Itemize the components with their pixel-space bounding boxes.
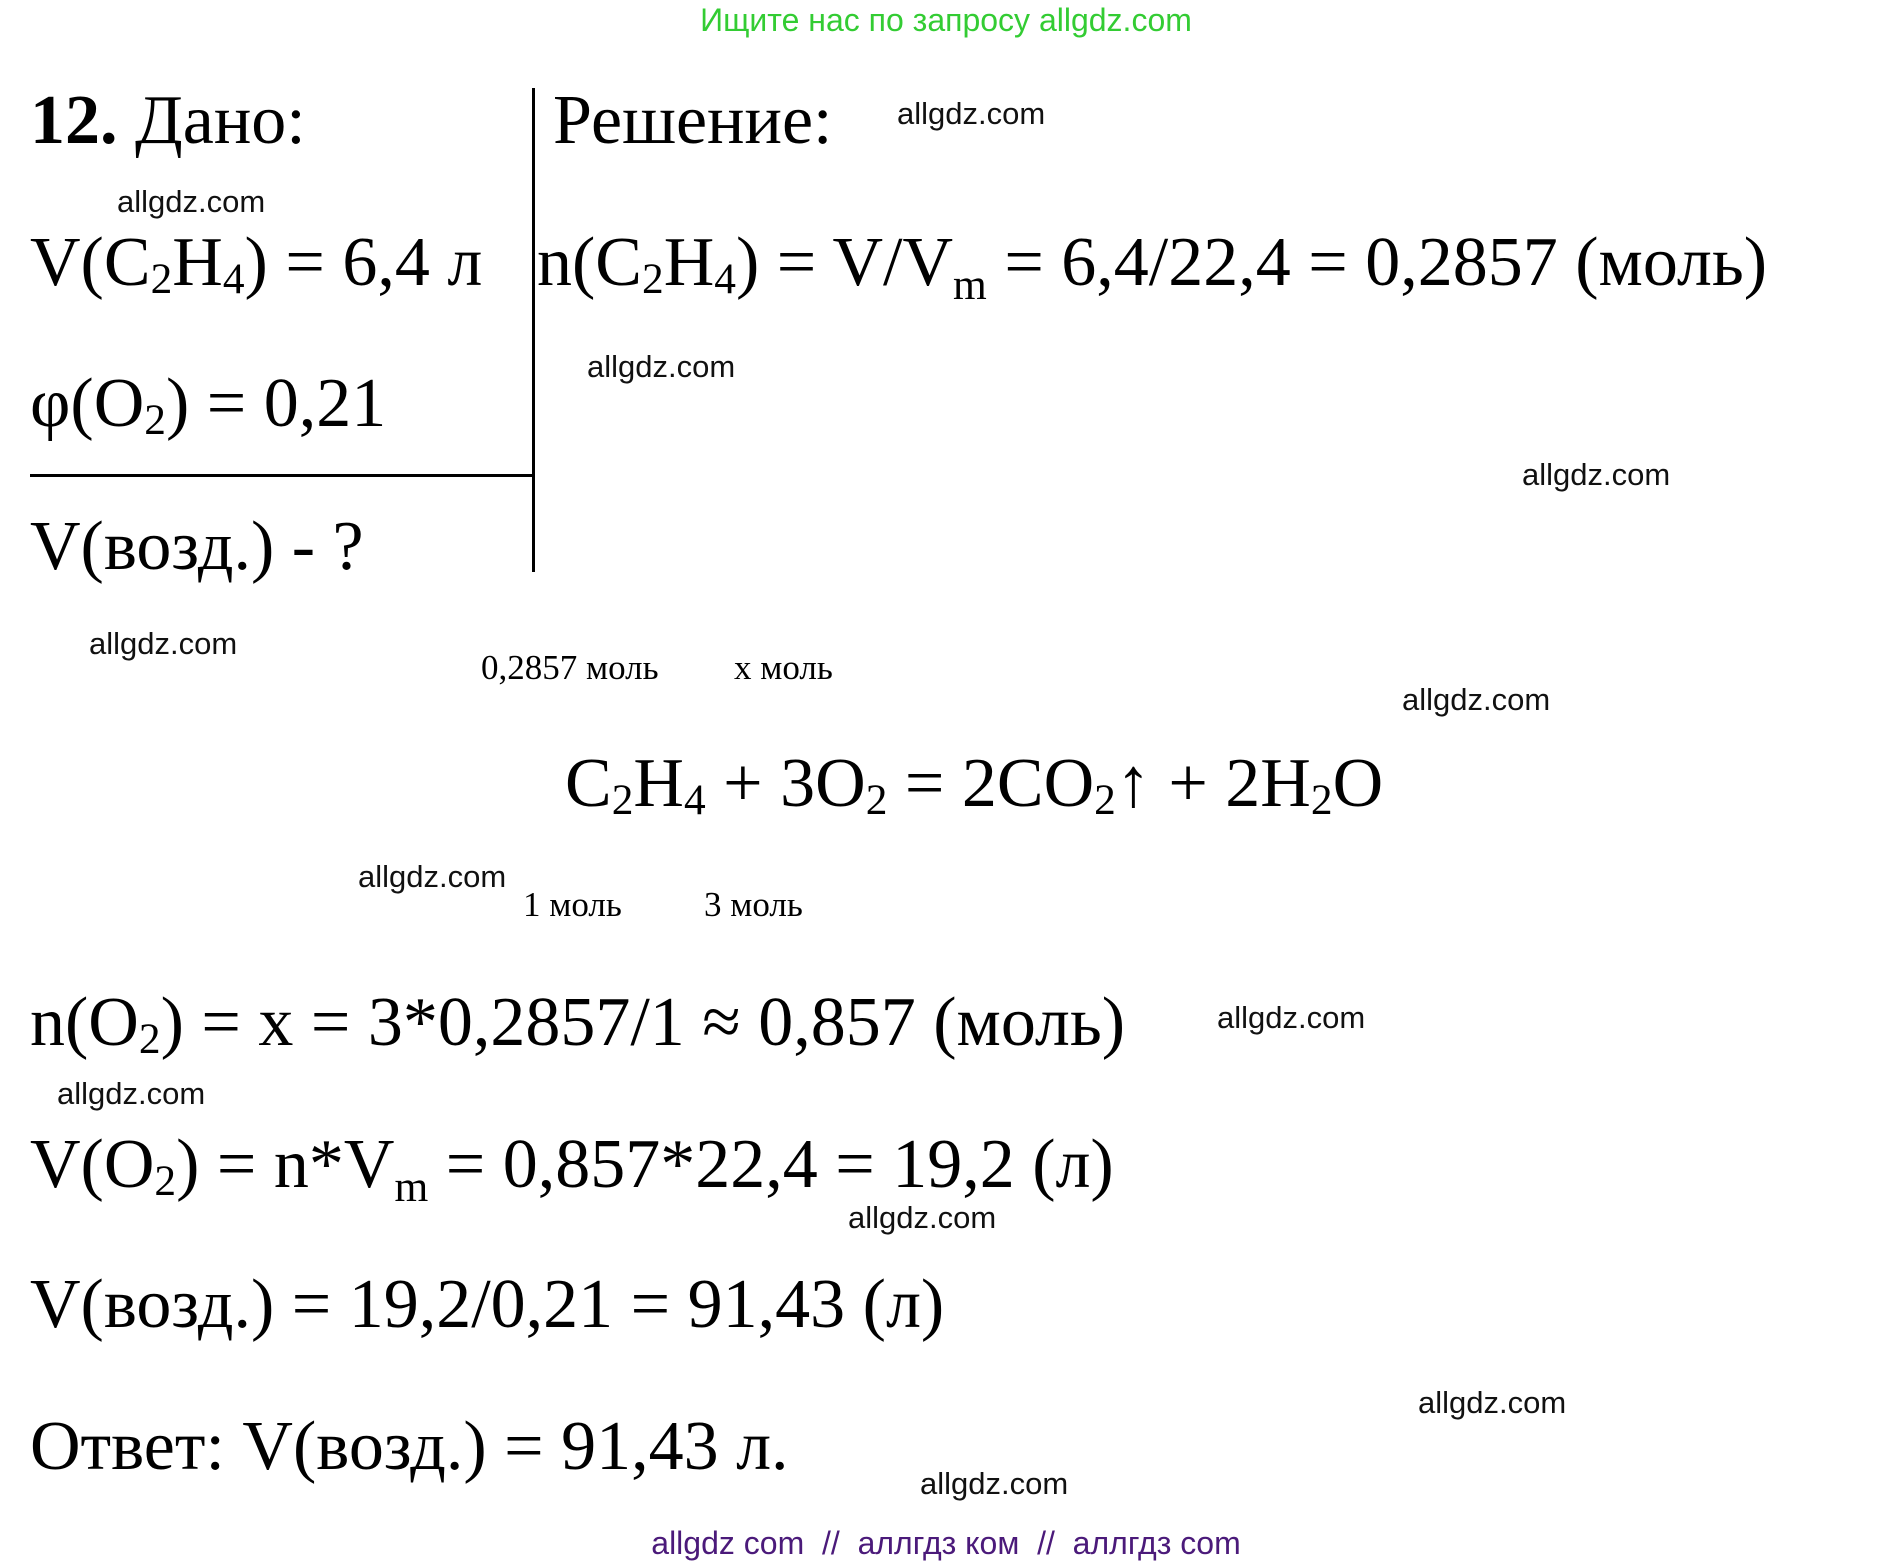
volume-air-line: V(возд.) = 19,2/0,21 = 91,43 (л) (30, 1266, 945, 1343)
given-phi-o2: φ(O2) = 0,21 (30, 365, 387, 444)
header-banner: Ищите нас по запросу allgdz.com (700, 2, 1192, 38)
reaction-below-right: 3 моль (704, 885, 803, 924)
given-divider-horizontal (30, 474, 533, 477)
reaction-below-left: 1 моль (523, 885, 622, 924)
answer-line: Ответ: V(возд.) = 91,43 л. (30, 1408, 789, 1485)
watermark: allgdz.com (897, 96, 1046, 131)
watermark: allgdz.com (117, 184, 266, 219)
watermark: allgdz.com (587, 349, 736, 384)
reaction-above-left: 0,2857 моль (481, 648, 659, 687)
given-label: Дано: (135, 82, 306, 159)
watermark: allgdz.com (89, 626, 238, 661)
watermark: allgdz.com (1418, 1385, 1567, 1420)
watermark: allgdz.com (57, 1076, 206, 1111)
watermark: allgdz.com (1522, 457, 1671, 492)
moles-o2-line: n(O2) = х = 3*0,2857/1 ≈ 0,857 (моль) (30, 984, 1126, 1063)
problem-number: 12. (30, 82, 118, 159)
reaction-equation: C2H4 + 3O2 = 2CO2↑ + 2H2O (565, 745, 1384, 824)
footer-links: allgdz com // аллгдз ком // аллгдз com (651, 1525, 1241, 1561)
find-volume-air: V(возд.) - ? (30, 508, 364, 585)
given-volume-c2h4: V(C2H4) = 6,4 л (30, 224, 483, 303)
watermark: allgdz.com (358, 859, 507, 894)
watermark: allgdz.com (920, 1466, 1069, 1501)
reaction-above-right: х моль (734, 648, 833, 687)
volume-o2-line: V(O2) = n*Vm = 0,857*22,4 = 19,2 (л) (30, 1126, 1114, 1211)
moles-c2h4-line: n(C2H4) = V/Vm = 6,4/22,4 = 0,2857 (моль) (537, 224, 1768, 309)
watermark: allgdz.com (1217, 1000, 1366, 1035)
solution-label: Решение: (553, 82, 833, 159)
given-divider-vertical (532, 88, 535, 572)
watermark: allgdz.com (848, 1200, 997, 1235)
problem-heading (30, 82, 306, 159)
watermark: allgdz.com (1402, 682, 1551, 717)
